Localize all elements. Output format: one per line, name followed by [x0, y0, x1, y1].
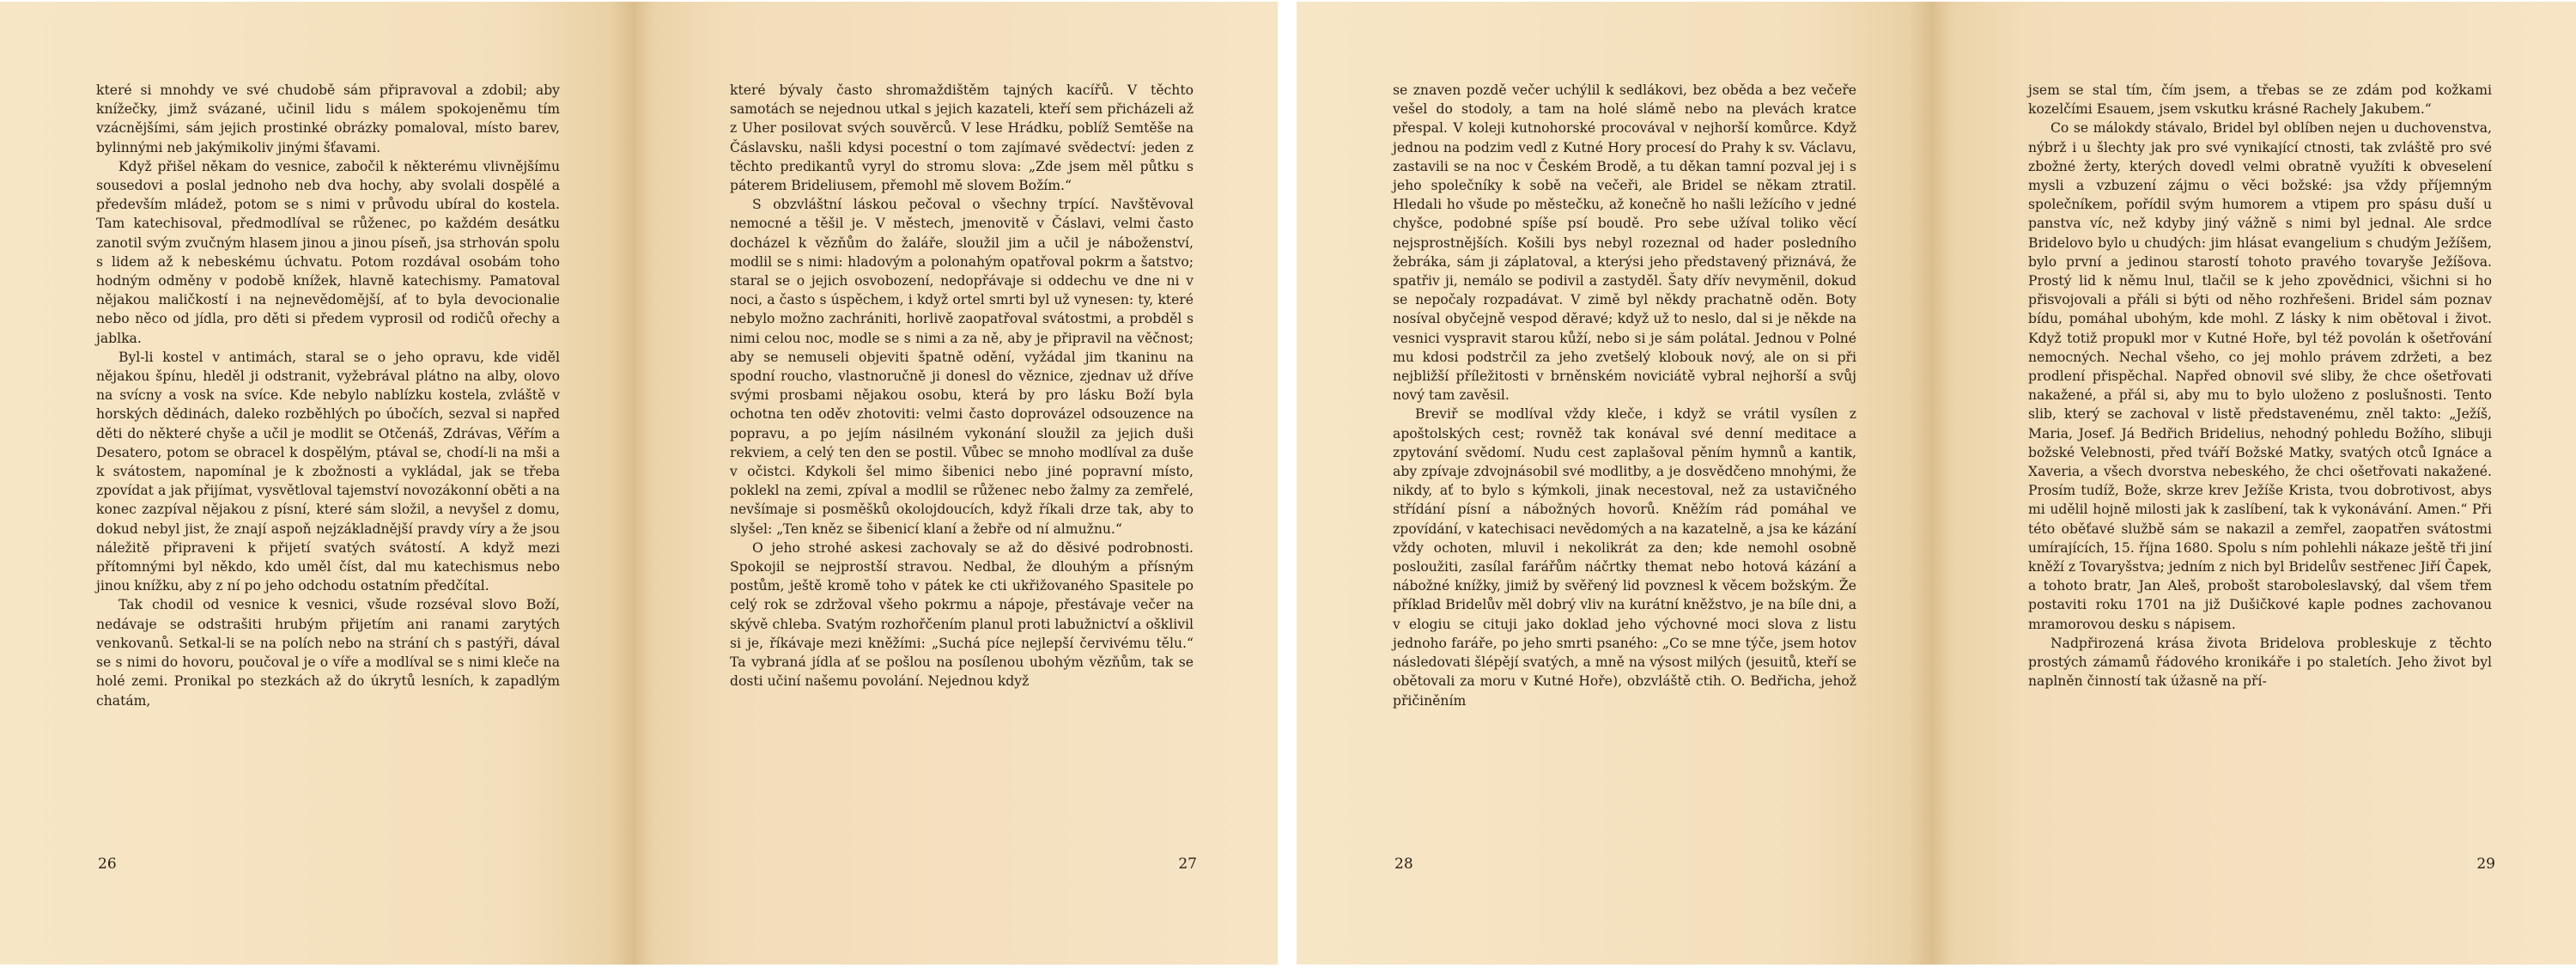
- book-spread-right: [1297, 2, 2576, 965]
- paragraph: jsem se stal tím, čím jsem, a třebas se ze zdám pod kožkami kozelčími Esauem, jsem vskutku krásné Rachely Jakubem.“: [2028, 82, 2492, 118]
- paragraph: se znaven pozdě večer uchýlil k sedlákovi, bez oběda a bez večeře vešel do stodoly, a tam na holé slámě nebo na plevách kratce přespal. V koleji kutnohorské procovával v nejhorší komůrce. Když jednou na podzim vedl z Kutné Hory procesí do Prahy k sv. Václavu, zastavili se na noc v Českém Brodě, a tu děkan tamní pozval jej i s jeho společníky k sobě na večeři, ale Bridel se někam ztratil. Hledali ho všude po městečku, až konečně ho našli ležícího v jedné chyšce, podobné spíše psí boudě. Pro sebe užíval toliko věcí nejsprostnějších. Košili bys nebyl rozeznal od hader posledního žebráka, sám ji záplatoval, a kterýsi jeho představený přiznává, že spatřiv ji, nemálo se podivil a zastyděl. Šaty dřív nevyměnil, dokud se nepočaly rozpadávat. V zimě byl někdy prachatně oděn. Boty nosíval obyčejně vespod děravé; když už to neslo, dal si je někde na vesnici vyspravit starou kůží, nebo si je sám polátal. Jednou v Polné mu kdosi podstrčil za jeho zvetšelý klobouk nový, ale on si při nejbližší příležitosti v brněnském noviciátě vybral nejhorší a svůj nový tam zavěsil.: [1393, 82, 1856, 404]
- paragraph: O jeho strohé askesi zachovaly se až do děsivé podrobnosti. Spokojil se nejprostší stravou. Nedbal, že dlouhým a přísným postům, ještě kromě toho v pátek ke cti ukřižovaného Spasitele po celý rok se zdržoval všeho pokrmu a nápoje, přestávaje večer na skývě chleba. Svatým rozhořčením planul proti labužnictví a ošklivil si je, říkávaje mezi kněžími: „Suchá píce nejlepší červivému tělu.“ Ta vybraná jídla ať se pošlou na posílenou ubohým vězňům, tak se dosti učiní našemu povolání. Nejednou když: [730, 539, 1194, 690]
- page-text: [2028, 81, 2492, 691]
- page-26: [0, 2, 635, 965]
- paragraph: Co se málokdy stávalo, Bridel byl oblíben nejen u duchovenstva, nýbrž i u šlechty jak pro své vynikající ctnosti, tak zvláště pro své zbožné žerty, kterých dovedl velmi obratně využíti k obveselení mysli a vzbuzení zájmu o věci božské: jsa vždy příjemným společníkem, pořídil svým humorem a vtipem pro spásu duší u panstva víc, než kdyby jiný vážně s nimi byl jednal. Ale srdce Bridelovo bylo u chudých: jim hlásat evangelium s chudým Ježíšem, bylo první a jedinou starostí tohoto pravého tovaryše Ježíšova. Prostý lid k němu lnul, tlačil se k jeho zpovědnici, všichni si ho přisvojovali a přáli si býti od něho rozhřešeni. Bridel sám poznav bídu, pomáhal ubohým, kde mohl. Z lásky k nim obětoval i život. Když totiž propukl mor v Kutné Hoře, byl též povolán k ošetřování nemocných. Nechal všeho, co jej mohlo právem zdržeti, a bez prodlení přispěchal. Napřed obnovil své sliby, že chce ošetřovati nakažené, a přál si, aby mu to bylo uloženo z poslušnosti. Tento slib, který se zachoval v listě představenému, zněl takto: „Ježíš, Maria, Josef. Já Bedřich Bridelius, nehodný pohledu Božího, slibuji božské Velebnosti, před tváří Božské Matky, svatých otců Ignáce a Xaveria, a všech dvorstva nebeského, že chci ošetřovati nakažené. Prosím tudíž, Bože, skrze krev Ježíše Krista, tvou dobrotivost, abys mi udělil hojně milosti jak k zaslíbení, tak k vykonávání. Amen.“ Při této oběťavé službě sám se nakazil a zemřel, zaopatřen svátostmi umírajících, 15. října 1680. Spolu s ním pohlehli nákaze ještě tři jiní kněží z Tovaryšstva; jedním z nich byl Bridelův sestřenec Jiří Čapek, a tohoto bratr, Jan Aleš, probošt staroboleslavský, dal všem třem postaviti roku 1701 na již Dušičkové kaple podnes zachovanou mramorovou desku s nápisem.: [2028, 120, 2492, 632]
- page-number: 29: [2476, 855, 2495, 873]
- book-spread-left: [0, 2, 1278, 965]
- page-number: 26: [98, 855, 117, 873]
- page-text: [96, 81, 560, 710]
- page-text: [730, 81, 1194, 691]
- page-27: [635, 2, 1278, 965]
- paragraph: které si mnohdy ve své chudobě sám připravoval a zdobil; aby knížečky, jimž svázané, učinil lidu s málem spokojeněmu tím vzácnějšími, sám jejich prostinké obrázky pomaloval, místo barev, bylinnými neb jakýmikoliv jinými šťavami.: [96, 82, 560, 155]
- page-number: 28: [1394, 855, 1413, 873]
- page-29: [1934, 2, 2576, 965]
- page-text: [1393, 81, 1856, 710]
- paragraph: Tak chodil od vesnice k vesnici, všude rozséval slovo Boží, nedávaje se odstrašiti hrubým přijetím ani ranami zarytých venkovanů. Setkal-li se na polích nebo na strání ch s pastýři, dával se s nimi do hovoru, poučoval je o víře a modlíval se s nimi kleče na holé zemi. Pronikal po stezkách až do úkrytů lesních, k zapadlým chatám,: [96, 597, 560, 709]
- paragraph: Nadpřirozená krása života Bridelova probleskuje z těchto prostých zámamů řádového kronikáře i po staletích. Jeho život byl naplněn činností tak úžasně na pří-: [2028, 635, 2492, 690]
- paragraph: které bývaly často shromaždištěm tajných kacířů. V těchto samotách se nejednou utkal s jejich kazateli, kteří sem přicházeli až z Uher posilovat svých souvěrců. V lese Hrádku, poblíž Semtěše na Čáslavsku, našli kdysi pocestní o tom zajímavé svědectví: jeden z těchto predikantů vyryl do stromu slova: „Zde jsem měl půtku s páterem Brideliusem, přemohl mě slovem Božím.“: [730, 82, 1194, 194]
- paragraph: Když přišel někam do vesnice, zabočil k některému vlivnějšímu sousedovi a poslal jednoho neb dva hochy, aby svolali dospělé a především mládež, potom se s nimi v průvodu ubíral do kostela. Tam katechisoval, předmodlíval se růženec, po každém desátku zanotil svým zvučným hlasem jinou a jinou píseň, jsa strhován spolu s lidem až k nebeskému úchvatu. Potom rozdával osobám toho hodným odměny v podobě knížek, hlavně katechismy. Pamatoval nějakou maličkostí i na nejnevědomější, ať to byla devocionalie nebo něco od jídla, pro děti si předem vyprosil od rodičů ořechy a jablka.: [96, 158, 560, 346]
- paragraph: S obzvláštní láskou pečoval o všechny trpící. Navštěvoval nemocné a těšil je. V městech, jmenovitě v Čáslavi, velmi často docházel k vězňům do žaláře, sloužil jim a učil je náboženství, modlil se s nimi: hladovým a polonahým opatřoval pokrm a šatstvo; staral se o jejich osvobození, nedopřávaje si oddechu ve dne ni v noci, a často s úspěchem, i když ortel smrti byl už vynesen: ty, které nebylo možno zachrániti, horlivě zaopatřoval svátostmi, a probděl s nimi celou noc, modle se s nimi a za ně, aby je připravil na věčnost; aby se nemuseli objeviti špatně odění, vyžádal jim tkaninu na spodní roucho, vlastnoručně ji donesl do věznice, zjednav už dříve svými prosbami nějakou osobu, která by pro lásku Boží byla ochotna ten oděv zhotoviti: velmi často doprovázel odsouzence na popravu, a po jejím násilném vykonání sloužil za jejich duši rekviem, a celý ten den se postil. Vůbec se mnoho modlíval za duše v očistci. Kdykoli šel mimo šibenici nebo jiné popravní místo, poklekl na zemi, zpíval a modlil se růženec nebo žalmy za zemřelé, nevšímaje si posměšků okolojdoucích, když říkali drze tak, aby to slyšel: „Ten kněz se šibenicí klaní a žebře od ní almužnu.“: [730, 197, 1194, 537]
- paragraph: Byl-li kostel v antimách, staral se o jeho opravu, kde viděl nějakou špínu, hleděl ji odstranit, vyžebrával plátno na alby, olovo na svícny a vosk na svíce. Kde nebylo nablízku kostela, zvláště v horských dědinách, daleko rozběhlých po úbočích, sezval si napřed děti do některé chyše a učil je modlit se Otčenáš, Zdrávas, Věřím a Desatero, potom se obracel k dospělým, ptával se, chodí-li na mši a k svátostem, napomínal je k zbožnosti a vykládal, jak se třeba zpovídat a jak přijímat, vysvětloval tajemství novozákonní oběti a na konec zazpíval nějakou z písní, které sám složil, a nevyšel z domu, dokud nebyl jist, že znají aspoň nejzákladnější pravdy víry a že jsou náležitě připraveni k přijetí svatých svátostí. A když mezi přítomnými byl někdo, kdo uměl číst, dal mu katechismus nebo jinou knížku, aby z ní po jeho odchodu ostatním předčítal.: [96, 349, 560, 594]
- page-number: 27: [1178, 855, 1197, 873]
- page-28: [1297, 2, 1934, 965]
- paragraph: Breviř se modlíval vždy kleče, i když se vrátil vysílen z apoštolských cest; rovněž tak konával své denní meditace a zpytování svědomí. Nudu cest zaplašoval pěním hymnů a kantik, aby zpívaje zdvojnásobil své modlitby, a je dosvědčeno mnohými, že nikdy, ať to bylo s kýmkoli, jinak necestoval, než za ustavičného střídání písní a nábožných hovorů. Kněžím rád pomáhal ve zpovídání, v katechisaci nevědomých a na kazatelně, a jsa ke kázání vždy ochoten, mluvil i nekolikrát za den; kde nemohl osobně posloužiti, zasílal farářům náčrtky themat nebo hotová kázání a nábožné knížky, jimiž by svěřený lid povznesl k věcem božským. Že příklad Bridelův měl dobrý vliv na kurátní kněžstvo, je na bíle dni, a v elogiu se cituji jako doklad jeho výchovné moci slova z listu jednoho faráře, po jeho smrti psaného: „Co se mne týče, jsem hotov následovati šlépějí svatých, a mně na výsost milých (jesuitů, kteří se obětovali za moru v Kutné Hoře), obzvláště ctih. O. Bedřicha, jehož přičiněním: [1393, 406, 1856, 709]
